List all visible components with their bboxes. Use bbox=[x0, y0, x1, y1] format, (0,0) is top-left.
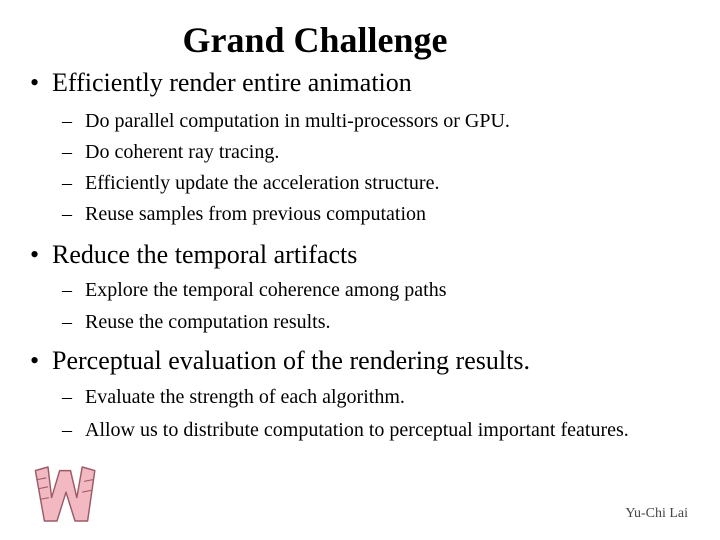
sub-marker: – bbox=[62, 311, 72, 333]
sub-item-text: Allow us to distribute computation to perceptual important features. bbox=[85, 419, 629, 441]
sub-item-text: Do coherent ray tracing. bbox=[85, 141, 280, 163]
bullet-perceptual-evaluation bbox=[30, 346, 680, 376]
bullet-marker: • bbox=[30, 346, 40, 375]
sub-item-text: Do parallel computation in multi-processors or GPU. bbox=[85, 110, 510, 132]
footer-author: Yu-Chi Lai bbox=[625, 506, 688, 521]
sub-item bbox=[62, 109, 682, 133]
bullet-marker: • bbox=[30, 240, 40, 269]
sub-item bbox=[62, 171, 682, 195]
sub-marker: – bbox=[62, 386, 72, 408]
sub-item-text: Reuse samples from previous computation bbox=[85, 203, 427, 225]
sub-item-text: Explore the temporal coherence among paths bbox=[85, 279, 447, 301]
logo-shape bbox=[35, 467, 94, 521]
sub-marker: – bbox=[62, 172, 72, 194]
sub-item bbox=[62, 418, 682, 442]
bullet-text: Reduce the temporal artifacts bbox=[52, 240, 358, 269]
sub-marker: – bbox=[62, 279, 72, 301]
bullet-text: Perceptual evaluation of the rendering results. bbox=[52, 346, 530, 375]
sub-item bbox=[62, 310, 682, 334]
bullet-text: Efficiently render entire animation bbox=[52, 68, 412, 97]
sub-item bbox=[62, 278, 682, 302]
sub-marker: – bbox=[62, 141, 72, 163]
bullet-marker: • bbox=[30, 68, 40, 97]
sub-marker: – bbox=[62, 419, 72, 441]
bullet-temporal-artifacts bbox=[30, 240, 680, 270]
sub-item bbox=[62, 385, 682, 409]
sub-item-text: Evaluate the strength of each algorithm. bbox=[85, 386, 405, 408]
slide-title: Grand Challenge bbox=[182, 20, 448, 60]
motion-w-logo-icon bbox=[30, 458, 102, 530]
sub-marker: – bbox=[62, 203, 72, 225]
sub-item-text: Efficiently update the acceleration structure. bbox=[85, 172, 440, 194]
sub-item bbox=[62, 140, 682, 164]
bullet-render-animation bbox=[30, 68, 680, 98]
sub-marker: – bbox=[62, 110, 72, 132]
sub-item-text: Reuse the computation results. bbox=[85, 311, 331, 333]
sub-item bbox=[62, 202, 682, 226]
